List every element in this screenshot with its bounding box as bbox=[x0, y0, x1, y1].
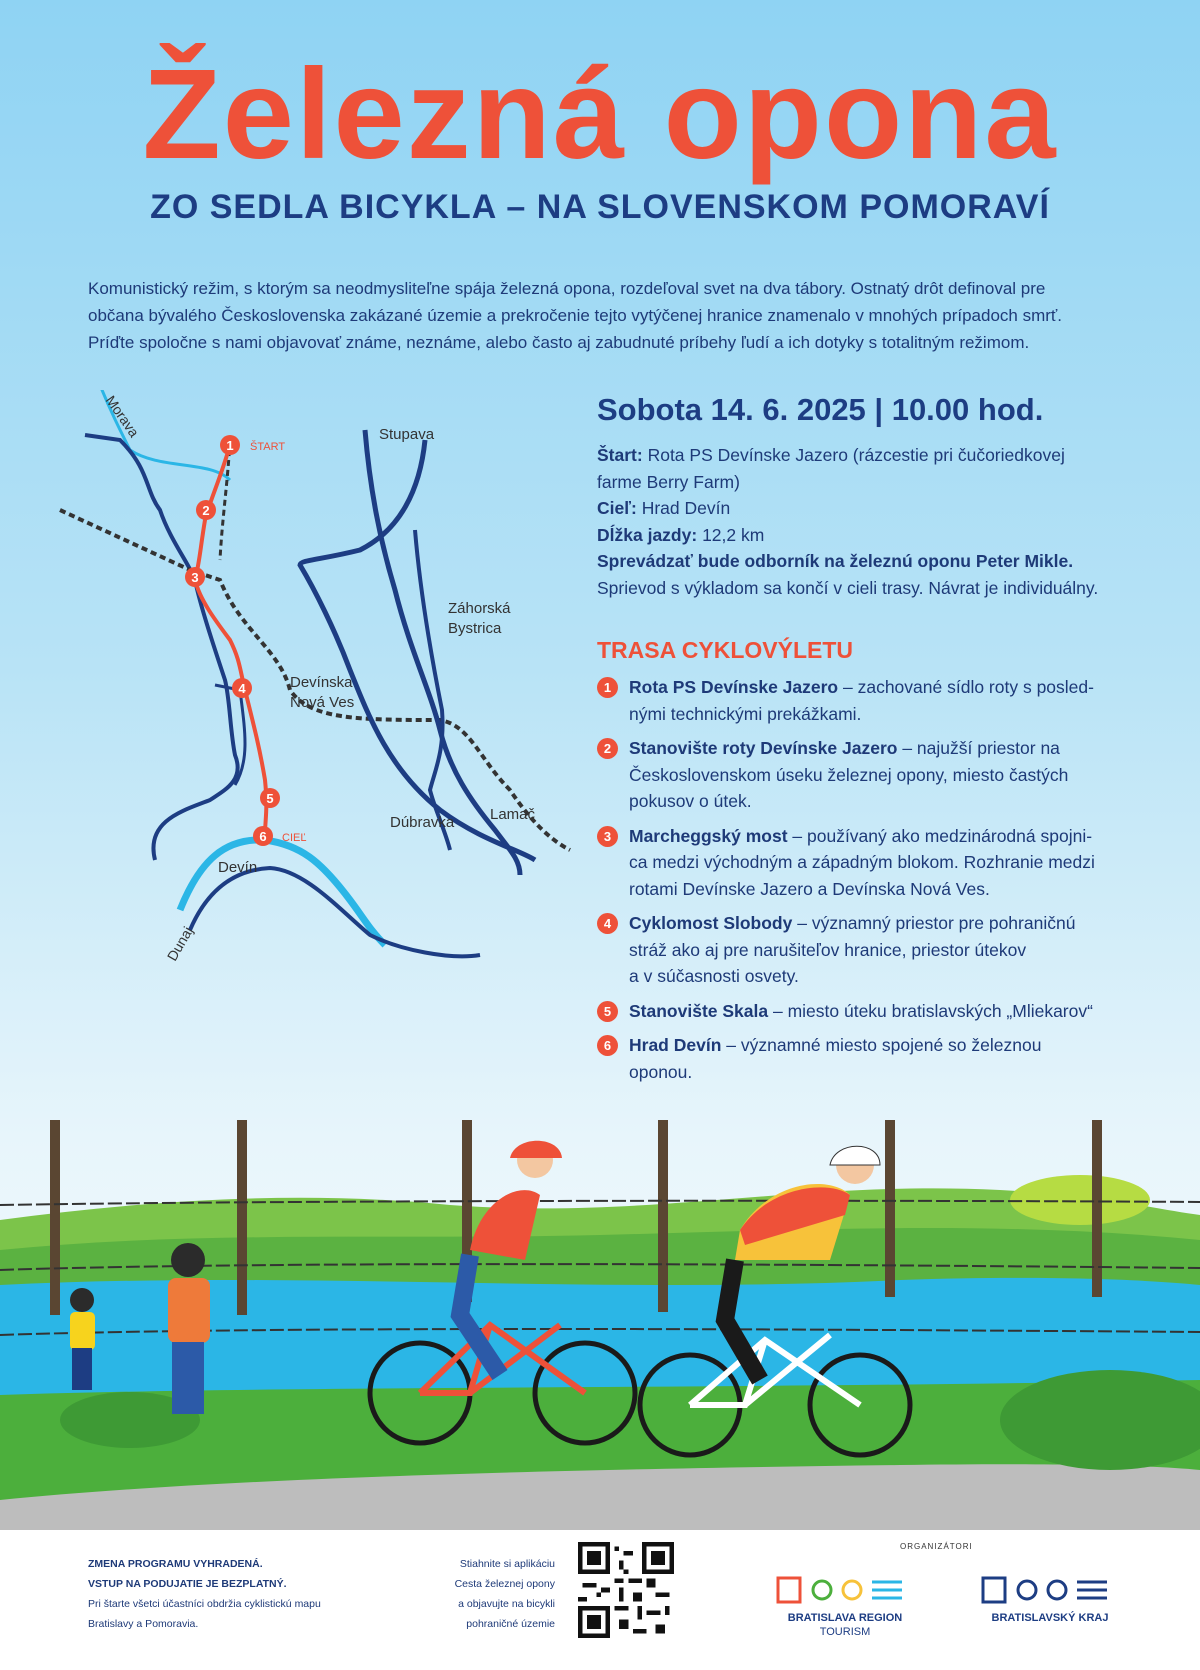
stop-desc-2: stráž ako aj pre narušiteľov hranice, priestor útekov bbox=[629, 939, 1027, 960]
org1-name: BRATISLAVA REGION bbox=[787, 1612, 903, 1624]
route-stop bbox=[597, 1032, 1137, 1085]
app-promo bbox=[425, 1554, 555, 1634]
poster-subtitle: ZO SEDLA BICYKLA – NA SLOVENSKOM POMORAVÍ bbox=[150, 188, 1050, 226]
app-line: a objavujte na bicykli bbox=[458, 1598, 555, 1610]
place-stupava: Stupava bbox=[379, 426, 435, 443]
goal-label: Cieľ: bbox=[597, 498, 637, 518]
place-bystrica: Bystrica bbox=[448, 620, 502, 637]
notice-line: VSTUP NA PODUJATIE JE BEZPLATNÝ. bbox=[88, 1578, 287, 1590]
stop-name: Stanovište roty Devínske Jazero bbox=[629, 738, 898, 758]
stop-name: Marcheggský most bbox=[629, 825, 788, 846]
stop-desc: – najužší priestor na bbox=[902, 738, 1060, 758]
stop-desc: – zachované sídlo roty s posled- bbox=[843, 677, 1094, 697]
stop-desc-3: rotami Devínske Jazero a Devínska Nová Ves. bbox=[629, 878, 990, 899]
length-value: 12,2 km bbox=[702, 524, 765, 545]
end-label: CIEĽ bbox=[282, 832, 307, 844]
event-info bbox=[597, 392, 1137, 1093]
start-value-2: farme Berry Farm) bbox=[597, 471, 740, 492]
length-line bbox=[597, 522, 1137, 549]
poster-title: Železná opona bbox=[142, 43, 1058, 186]
stop-desc: – významný priestor pre pohraničnú bbox=[797, 913, 1076, 933]
intro-text bbox=[88, 275, 1128, 356]
map-marker bbox=[253, 826, 273, 846]
stop-desc-3: a v súčasnosti osvety. bbox=[629, 966, 799, 986]
notice-line: Bratislavy a Pomoravia. bbox=[88, 1618, 199, 1630]
event-date: Sobota 14. 6. 2025 | 10.00 hod. bbox=[597, 392, 1044, 427]
guide-line: Sprevádzať bude odborník na železnú oponu Peter Mikle. bbox=[597, 551, 1074, 571]
region-logo-icon bbox=[770, 1570, 920, 1610]
org1-sub: TOURISM bbox=[819, 1626, 871, 1638]
stop-desc-2: Československom úseku železnej opony, miesto častých bbox=[629, 764, 1069, 785]
route-stop bbox=[597, 910, 1137, 990]
map-marker bbox=[232, 678, 252, 698]
intro-line: občana bývalého Československa zakázané územie a prekročenie tejto vytýčenej hranice znamenalo v mnohých prípadoch smrť. bbox=[88, 306, 1063, 325]
stop-number: 5 bbox=[597, 1001, 618, 1022]
app-line: Cesta železnej opony bbox=[454, 1578, 555, 1590]
stop-number: 2 bbox=[597, 738, 618, 759]
map-marker bbox=[196, 500, 216, 520]
place-devinska: Devínska bbox=[290, 674, 353, 691]
goal-value: Hrad Devín bbox=[641, 498, 731, 518]
route-stop bbox=[597, 823, 1137, 903]
start-label: Štart: bbox=[597, 445, 643, 465]
svg-text:2: 2 bbox=[202, 503, 210, 518]
notice-line: ZMENA PROGRAMU VYHRADENÁ. bbox=[88, 1558, 263, 1570]
place-zahorska: Záhorská bbox=[448, 600, 511, 617]
route-stop bbox=[597, 735, 1137, 815]
place-lamac: Lamač bbox=[490, 806, 536, 823]
svg-text:5: 5 bbox=[266, 791, 274, 806]
place-nova-ves: Nová Ves bbox=[290, 694, 355, 711]
route-title: TRASA CYKLOVÝLETU bbox=[597, 637, 853, 663]
logo-bratislavsky-kraj[interactable] bbox=[975, 1570, 1125, 1650]
start-line bbox=[597, 442, 1137, 469]
morava-label: Morava bbox=[102, 392, 143, 440]
road-2 bbox=[300, 440, 535, 860]
stop-name: Stanovište Skala bbox=[629, 1000, 769, 1021]
qr-code-icon[interactable] bbox=[578, 1542, 674, 1638]
stop-desc: – významné miesto spojené so železnou bbox=[726, 1035, 1042, 1055]
dunaj-label: Dunaj bbox=[163, 923, 196, 964]
kraj-logo-icon bbox=[975, 1570, 1125, 1610]
stop-number: 4 bbox=[597, 913, 618, 934]
app-line: Stiahnite si aplikáciu bbox=[459, 1558, 555, 1570]
intro-line: Komunistický režim, s ktorým sa neodmysliteľne spája železná opona, rozdeľoval svet na dva tábory. Ostnatý drôt definoval pre bbox=[88, 279, 1046, 298]
stop-desc-2: oponou. bbox=[629, 1061, 693, 1082]
cycling-illustration bbox=[0, 1120, 1200, 1530]
stop-desc-2: ca medzi východným a západným blokom. Rozhranie medzi bbox=[629, 852, 1095, 872]
start-label: ŠTART bbox=[250, 441, 286, 453]
svg-text:4: 4 bbox=[238, 681, 246, 696]
stop-name: Rota PS Devínske Jazero bbox=[629, 677, 839, 697]
bush bbox=[1010, 1175, 1150, 1225]
stop-desc: – používaný ako medzinárodná spojni- bbox=[792, 825, 1093, 846]
length-label: Dĺžka jazdy: bbox=[597, 524, 698, 545]
place-devin: Devín bbox=[218, 859, 258, 876]
stop-desc-3: pokusov o útek. bbox=[629, 791, 752, 811]
border-line bbox=[85, 435, 238, 860]
note-line: Sprievod s výkladom sa končí v cieli trasy. Návrat je individuálny. bbox=[597, 577, 1099, 598]
app-line: pohraničné územie bbox=[466, 1618, 555, 1630]
goal-line bbox=[597, 495, 1137, 522]
stop-number: 3 bbox=[597, 826, 618, 847]
route-stop bbox=[597, 998, 1137, 1025]
route-stop bbox=[597, 674, 1137, 727]
map-marker bbox=[220, 435, 240, 455]
org2-name: BRATISLAVSKÝ KRAJ bbox=[991, 1612, 1109, 1624]
stop-number: 6 bbox=[597, 1035, 618, 1056]
stop-desc: – miesto úteku bratislavských „Mliekarov“ bbox=[772, 1000, 1093, 1021]
logo-bratislava-region-tourism[interactable] bbox=[770, 1570, 920, 1650]
svg-text:3: 3 bbox=[191, 570, 199, 585]
map-marker bbox=[260, 788, 280, 808]
organizers-title: ORGANIZÁTORI bbox=[900, 1542, 973, 1551]
start-value: Rota PS Devínske Jazero (rázcestie pri čučoriedkovej bbox=[647, 445, 1065, 465]
map-marker bbox=[185, 567, 205, 587]
dunaj-river bbox=[180, 840, 385, 945]
route-map bbox=[50, 390, 590, 1020]
footer-notice bbox=[88, 1554, 418, 1634]
intro-line: Príďte spoločne s nami objavovať známe, neznáme, alebo často aj zabudnuté príbehy ľudí a ich dotyky s totalitným režimom. bbox=[88, 333, 1030, 352]
svg-text:1: 1 bbox=[226, 438, 234, 453]
notice-line: Pri štarte všetci účastníci obdržia cyklistickú mapu bbox=[88, 1598, 321, 1610]
stop-desc-2: nými technickými prekážkami. bbox=[629, 703, 862, 724]
svg-text:6: 6 bbox=[259, 829, 267, 844]
stop-number: 1 bbox=[597, 677, 618, 698]
road-3 bbox=[415, 530, 450, 850]
stop-name: Hrad Devín bbox=[629, 1035, 722, 1055]
footer bbox=[0, 1530, 1200, 1670]
stop-name: Cyklomost Slobody bbox=[629, 913, 793, 933]
place-dubravka: Dúbravka bbox=[390, 814, 455, 831]
